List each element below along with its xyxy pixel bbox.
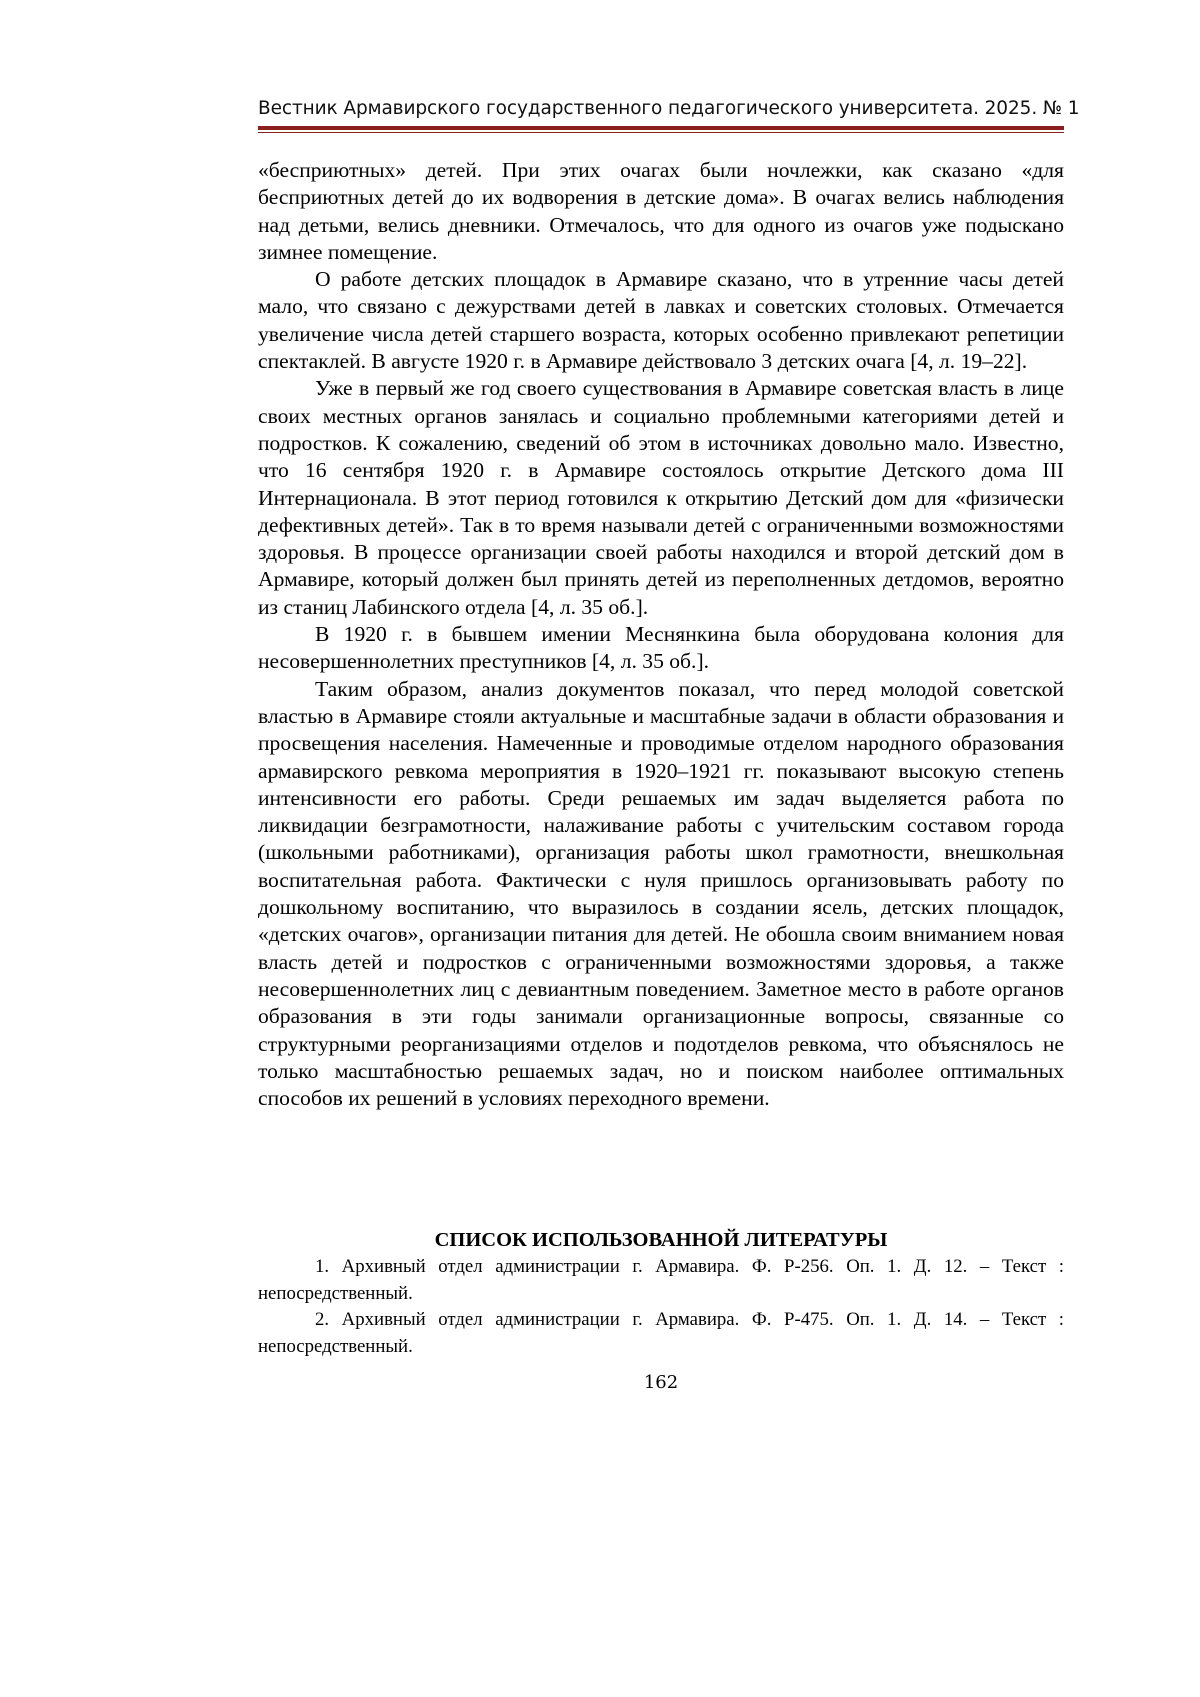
body-paragraph: В 1920 г. в бывшем имении Меснянкина была оборудована колония для несовершеннолетних преступников [4, л. 35 об.].: [258, 621, 1064, 676]
page-number: 162: [258, 1372, 1064, 1393]
references-list: [258, 1254, 1064, 1360]
header-rule-thin: [258, 132, 1064, 133]
article-body: [258, 157, 1064, 1112]
body-paragraph: Уже в первый же год своего существования в Армавире советская власть в лице своих местных органов занялась и социально проблемными категориями детей и подростков. К сожалению, сведений об этом в источниках довольно мало. Известно, что 16 сентября 1920 г. в Армавире состоялось открытие Детского дома III Интернационала. В этот период готовился к открытию Детский дом для «физически дефективных детей». Так в то время называли детей с ограниченными возможностями здоровья. В процессе организации своей работы находился и второй детский дом в Армавире, который должен был принять детей из переполненных детдомов, вероятно из станиц Лабинского отдела [4, л. 35 об.].: [258, 375, 1064, 621]
reference-item: 2. Архивный отдел администрации г. Армавира. Ф. Р-475. Оп. 1. Д. 14. – Текст : непосредственный.: [258, 1307, 1064, 1360]
header-rule-thick: [258, 126, 1064, 130]
body-paragraph: «бесприютных» детей. При этих очагах были ночлежки, как сказано «для бесприютных детей до их водворения в детские дома». В очагах велись наблюдения над детьми, велись дневники. Отмечалось, что для одного из очагов уже подыскано зимнее помещение.: [258, 157, 1064, 266]
journal-page: [0, 0, 1200, 1697]
journal-running-head: Вестник Армавирского государственного педагогического университета. 2025. № 1: [258, 98, 1064, 119]
body-paragraph: Таким образом, анализ документов показал, что перед молодой советской властью в Армавире стояли актуальные и масштабные задачи в области образования и просвещения населения. Намеченные и проводимые отделом народного образования армавирского ревкома мероприятия в 1920–1921 гг. показывают высокую степень интенсивности его работы. Среди решаемых им задач выделяется работа по ликвидации безграмотности, налаживание работы с учительским составом города (школьными работниками), организация работы школ грамотности, внешкольная воспитательная работа. Фактически с нуля пришлось организовывать работу по дошкольному воспитанию, что выразилось в создании ясель, детских площадок, «детских очагов», организации питания для детей. Не обошла своим вниманием новая власть детей и подростков с ограниченными возможностями здоровья, а также несовершеннолетних лиц с девиантным поведением. Заметное место в работе органов образования в эти годы занимали организационные вопросы, связанные со структурными реорганизациями отделов и подотделов ревкома, что объяснялось не только масштабностью решаемых задач, но и поиском наиболее оптимальных способов их решений в условиях переходного времени.: [258, 676, 1064, 1113]
body-paragraph: О работе детских площадок в Армавире сказано, что в утренние часы детей мало, что связано с дежурствами детей в лавках и советских столовых. Отмечается увеличение числа детей старшего возраста, которых особенно привлекают репетиции спектаклей. В августе 1920 г. в Армавире действовало 3 детских очага [4, л. 19–22].: [258, 266, 1064, 375]
reference-item: 1. Архивный отдел администрации г. Армавира. Ф. Р-256. Оп. 1. Д. 12. – Текст : непосредственный.: [258, 1254, 1064, 1307]
references-heading: СПИСОК ИСПОЛЬЗОВАННОЙ ЛИТЕРАТУРЫ: [258, 1227, 1064, 1253]
